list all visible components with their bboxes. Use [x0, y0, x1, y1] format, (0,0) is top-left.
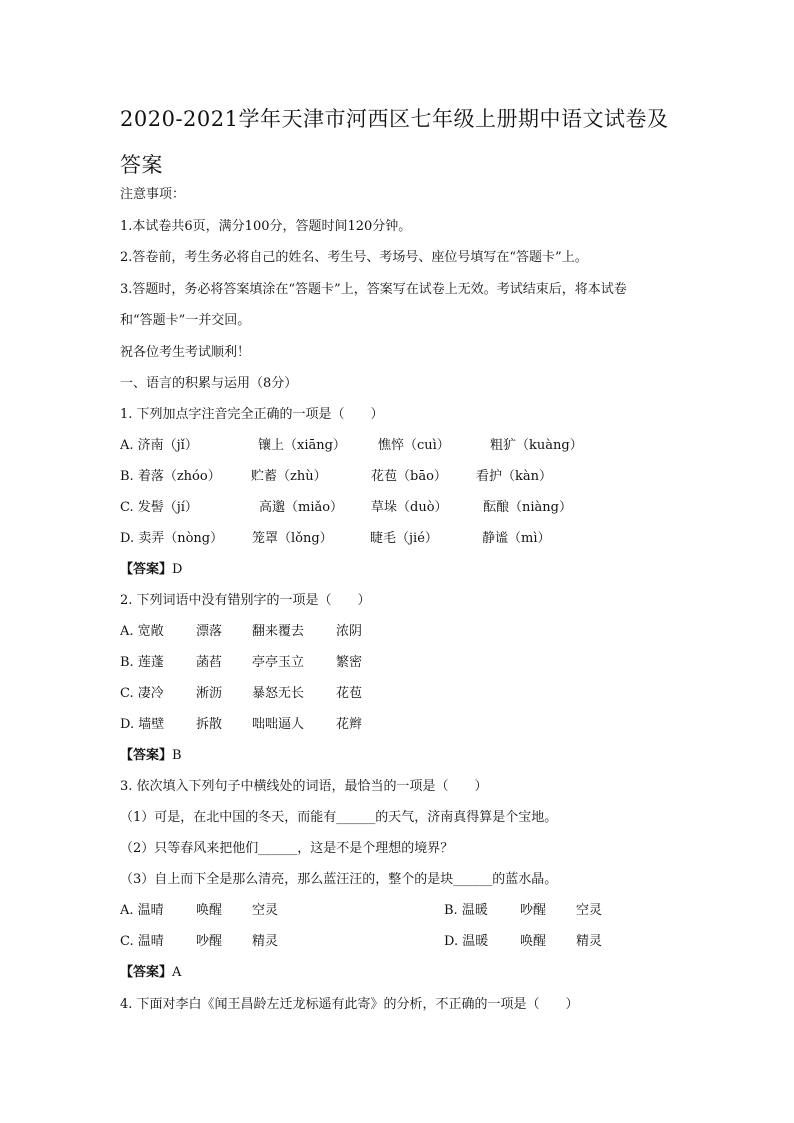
option-label: C. 凄冷 [120, 686, 164, 701]
document-title: 2020-2021学年天津市河西区七年级上册期中语文试卷及答案 [120, 107, 669, 177]
notice-item-3-line-1: 3.答题时，务必将答案填涂在“答题卡”上，答案写在试卷上无效。考试结束后，将本试卷 [120, 282, 627, 297]
option-term: 繁密 [336, 655, 363, 670]
section-heading: 一、语言的积累与运用（8分） [120, 376, 298, 391]
option-term: 高邈（miǎo） [259, 500, 344, 515]
wish-line: 祝各位考生考试顺利！ [120, 345, 251, 360]
option-term: 憔悴（cuì） [378, 438, 450, 453]
option-label: D. 卖弄（nòng） [120, 531, 224, 546]
option-term: 吵醒 [520, 903, 547, 918]
option-term: 镶上（xiāng） [258, 438, 346, 453]
option-term: 唤醒 [196, 903, 223, 918]
notice-heading: 注意事项： [120, 187, 186, 202]
option-term: 精灵 [576, 934, 603, 949]
option-term: 咄咄逼人 [252, 717, 305, 732]
option-term: 精灵 [252, 934, 279, 949]
option-term: 草垛（duò） [371, 500, 448, 515]
option-label: B. 莲蓬 [120, 655, 164, 670]
option-term: 花苞 [336, 686, 363, 701]
option-term: 贮蓄（zhù） [251, 469, 327, 484]
option-label: A. 温晴 [120, 903, 164, 918]
notice-item-1: 1.本试卷共6页，满分100分，答题时间120分钟。 [120, 219, 412, 234]
answer-value: A [172, 965, 182, 980]
option-label: A. 济南（jǐ） [120, 438, 198, 453]
option-term: 拆散 [196, 717, 223, 732]
option-term: 淅沥 [196, 686, 223, 701]
option-label: D. 温暖 [444, 934, 489, 949]
option-term: 看护（kàn） [476, 469, 553, 484]
option-label: A. 宽敞 [120, 624, 164, 639]
question-3-sentence-2: （2）只等春风来把他们______，这是不是个理想的境界？ [120, 841, 454, 856]
option-term: 漂落 [196, 624, 223, 639]
question-2-stem: 2. 下列词语中没有错别字的一项是（ ） [120, 593, 371, 608]
option-term: 亭亭玉立 [252, 655, 305, 670]
option-label: D. 墙壁 [120, 717, 165, 732]
option-term: 唤醒 [520, 934, 547, 949]
answer-tag: 【答案】 [120, 748, 173, 763]
option-term: 粗犷（kuàng） [490, 438, 583, 453]
option-label: B. 着落（zhóo） [120, 469, 221, 484]
answer-value: B [172, 748, 182, 763]
question-2-answer [120, 747, 182, 765]
option-term: 暴怒无长 [252, 686, 305, 701]
option-term: 菡萏 [196, 655, 223, 670]
answer-value: D [172, 562, 183, 577]
option-label: C. 温晴 [120, 934, 164, 949]
option-term: 翻来覆去 [252, 624, 305, 639]
question-3-sentence-3: （3）自上而下全是那么清亮，那么蓝汪汪的，整个的是块______的蓝水晶。 [120, 872, 558, 887]
notice-item-3-line-2: 和“答题卡”一并交回。 [120, 313, 251, 328]
option-term: 花辫 [336, 717, 363, 732]
option-term: 静谧（mì） [482, 531, 551, 546]
question-3-answer [120, 964, 181, 982]
option-term: 花苞（bāo） [371, 469, 447, 484]
option-term: 浓阴 [336, 624, 363, 639]
answer-tag: 【答案】 [120, 965, 173, 980]
answer-tag: 【答案】 [120, 562, 173, 577]
option-term: 吵醒 [196, 934, 223, 949]
question-1-answer [120, 561, 182, 579]
question-3-sentence-1: （1）可是，在北中国的冬天，而能有______的天气，济南真得算是个宝地。 [120, 810, 558, 825]
option-term: 空灵 [576, 903, 603, 918]
option-label: C. 发髻（jí） [120, 500, 198, 515]
option-term: 笼罩（lǒng） [252, 531, 333, 546]
notice-item-2: 2.答卷前，考生务必将自己的姓名、考生号、考场号、座位号填写在“答题卡”上。 [120, 250, 588, 265]
option-term: 空灵 [252, 903, 279, 918]
question-3-stem: 3. 依次填入下列句子中横线处的词语，最恰当的一项是（ ） [120, 779, 488, 794]
option-term: 睫毛（jié） [370, 531, 438, 546]
option-label: B. 温暖 [444, 903, 488, 918]
option-term: 酝酿（niàng） [483, 500, 572, 515]
question-1-stem: 1. 下列加点字注音完全正确的一项是（ ） [120, 407, 384, 422]
question-4-stem: 4. 下面对李白《闻王昌龄左迁龙标遥有此寄》的分析，不正确的一项是（ ） [120, 997, 579, 1012]
